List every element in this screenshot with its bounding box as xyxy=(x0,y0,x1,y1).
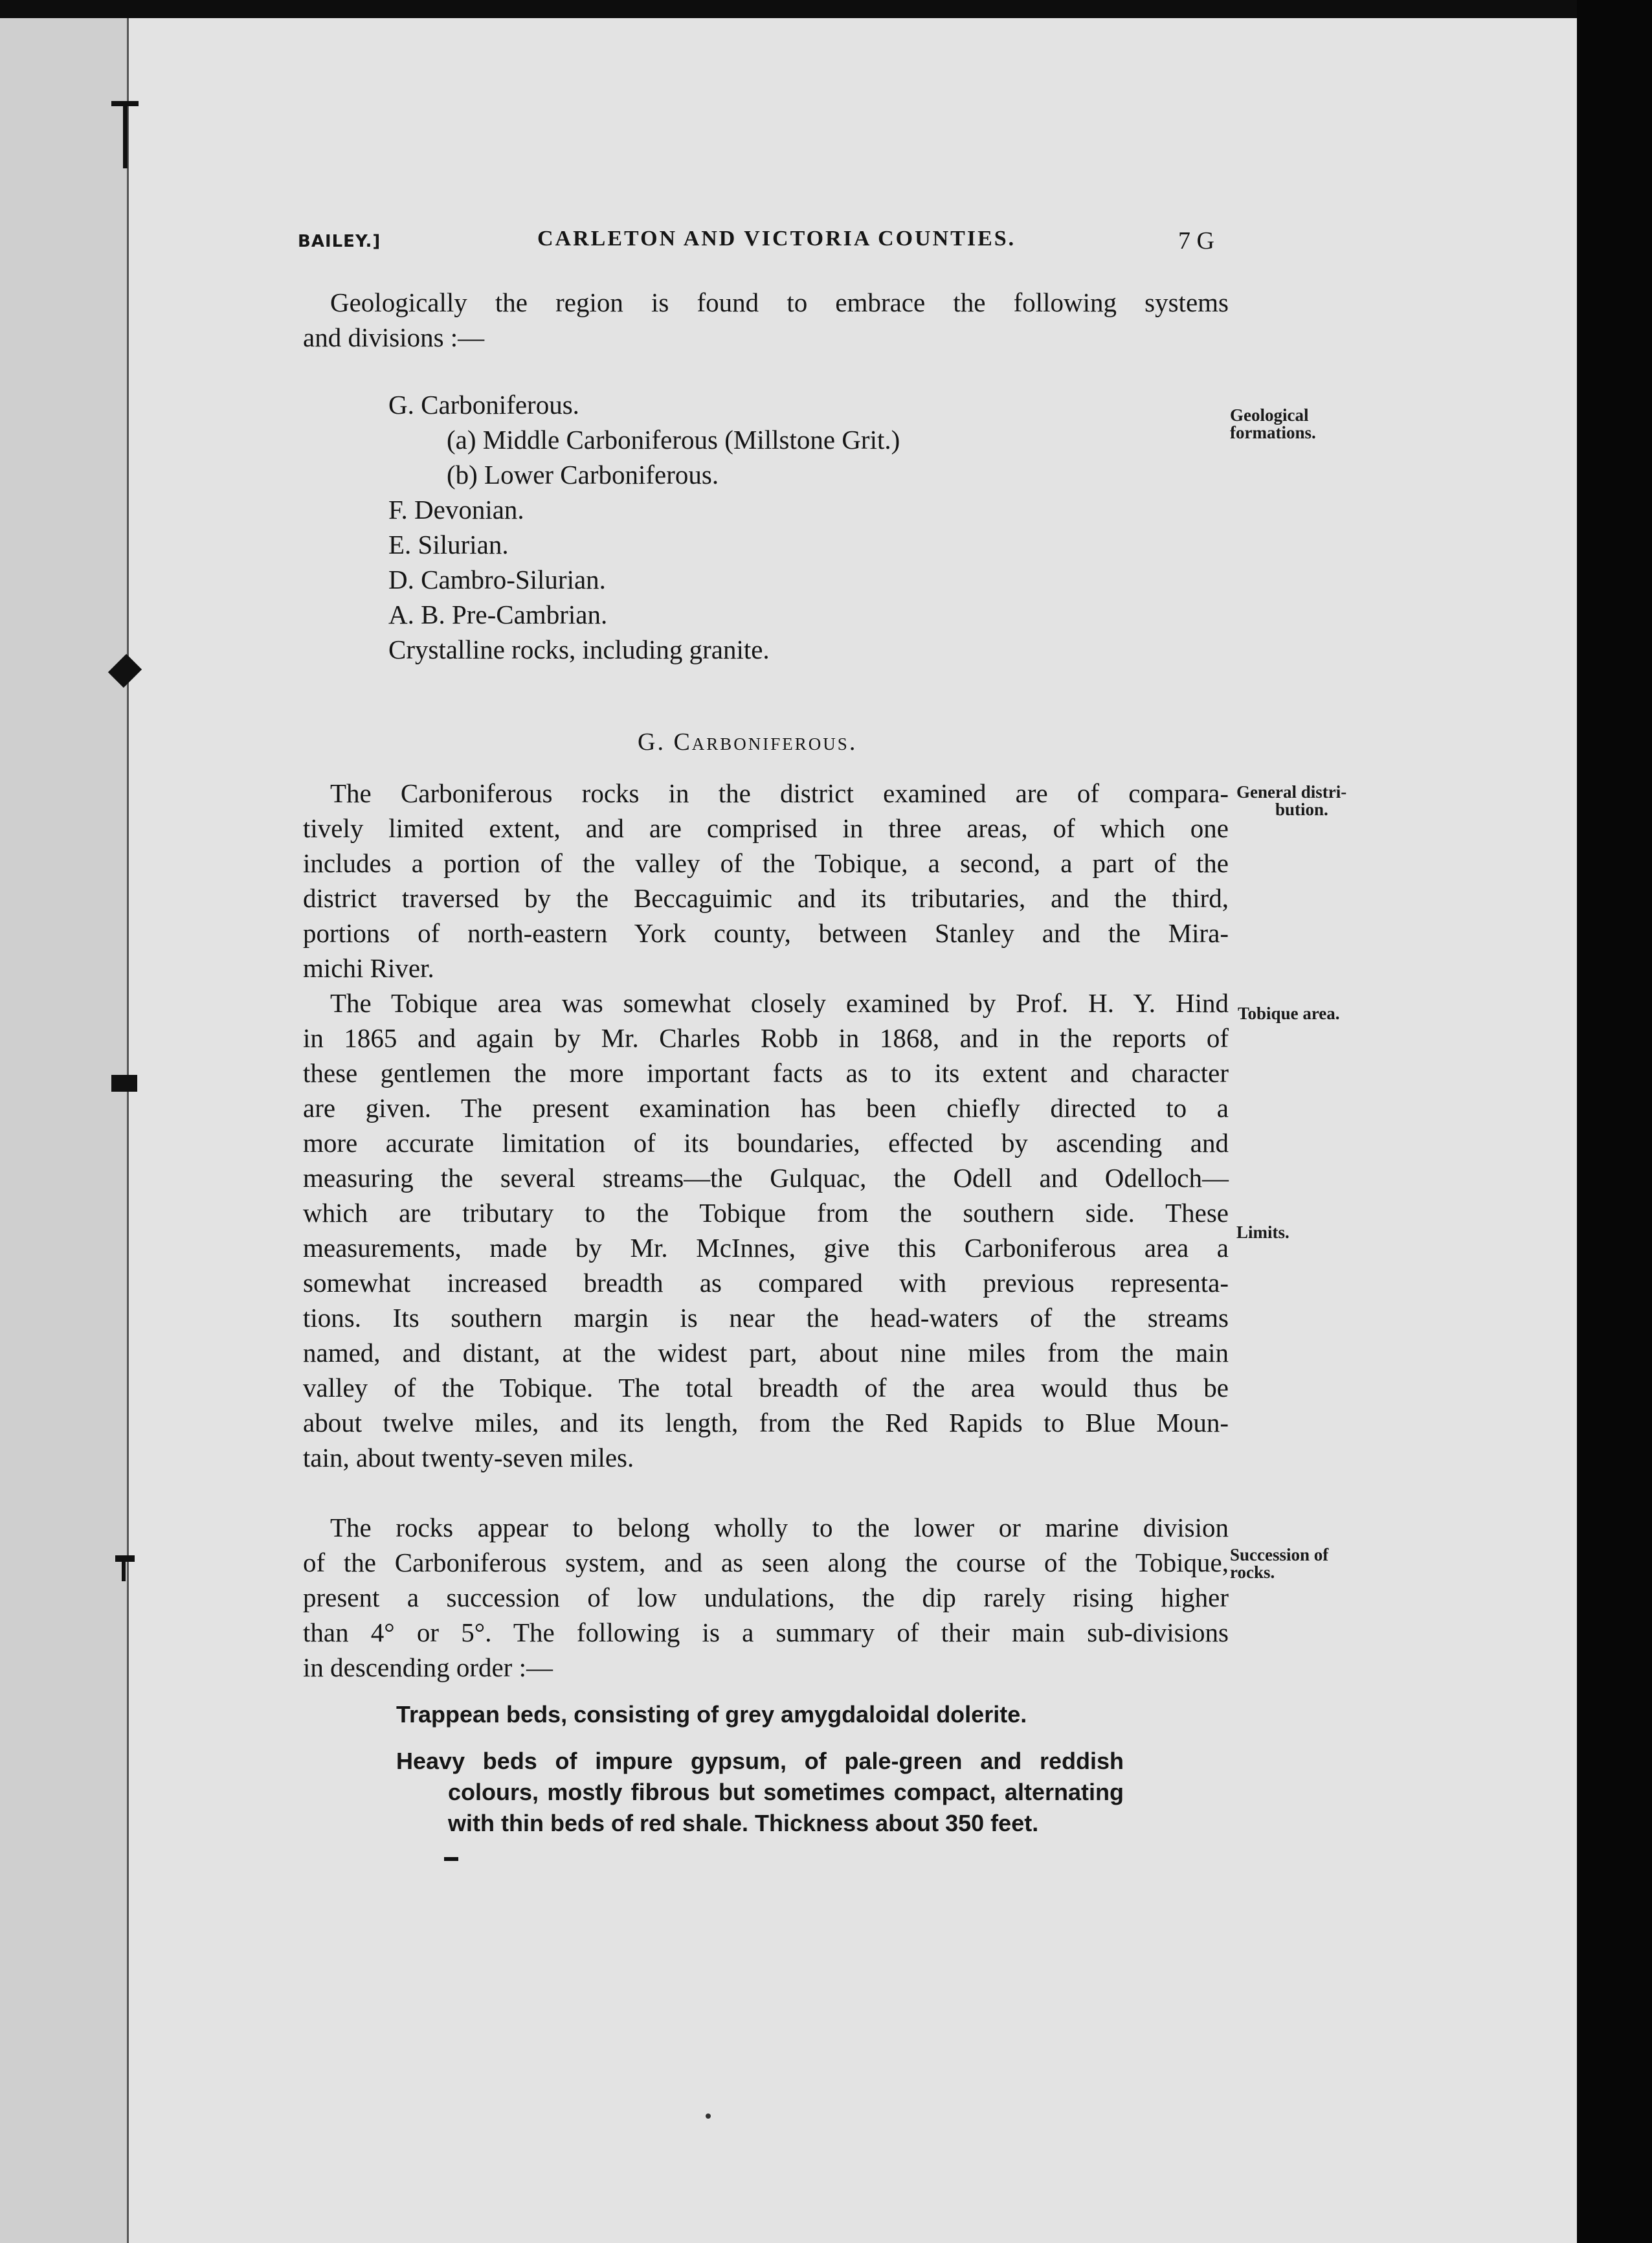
formations-list xyxy=(388,387,900,667)
paragraph-succession xyxy=(303,1510,1229,1685)
list-item: (a) Middle Carboniferous (Millstone Grit.) xyxy=(447,425,900,455)
text-line: measurements, made by Mr. McInnes, give this Carboniferous area a xyxy=(303,1233,1229,1263)
text-line: tain, about twenty-seven miles. xyxy=(303,1443,634,1472)
paragraph-tobique xyxy=(303,986,1229,1475)
text-line: these gentlemen the more important facts as to its extent and character xyxy=(303,1058,1229,1088)
intro-paragraph xyxy=(303,285,1229,355)
gutter-edge xyxy=(127,18,129,2243)
text-line: The rocks appear to belong wholly to the lower or marine division xyxy=(330,1513,1229,1542)
text-line: Geologically the region is found to embrace the following systems xyxy=(330,287,1229,317)
scan-mark xyxy=(444,1857,458,1861)
text-line: in descending order :— xyxy=(303,1652,553,1682)
sidenote-tobique-area xyxy=(1238,1005,1340,1022)
text-line: more accurate limitation of its boundaries, effected by ascending and xyxy=(303,1128,1229,1158)
sidenote-line: Geological xyxy=(1230,405,1309,425)
sidenote-line: formations. xyxy=(1230,423,1316,442)
section-heading: G. Carboniferous. xyxy=(638,728,858,756)
running-header xyxy=(298,227,1236,265)
text-line: present a succession of low undulations, the dip rarely rising higher xyxy=(303,1583,1229,1612)
text-line: tively limited extent, and are comprised in three areas, of which one xyxy=(303,813,1229,843)
text-line: The Carboniferous rocks in the district examined are of compara- xyxy=(330,778,1229,808)
sidenote-line: Limits. xyxy=(1236,1223,1289,1242)
list-item: E. Silurian. xyxy=(388,530,509,559)
page-number: 7 G xyxy=(1178,227,1214,254)
text-line: than 4° or 5°. The following is a summary of their main sub-divisions xyxy=(303,1617,1229,1647)
sidenote-line: bution. xyxy=(1275,800,1328,819)
bed-item xyxy=(396,1746,1124,1839)
text-line: somewhat increased breadth as compared with previous representa- xyxy=(303,1268,1229,1298)
text-line: and divisions :— xyxy=(303,322,485,352)
text-line: tions. Its southern margin is near the head-waters of the streams xyxy=(303,1303,1229,1333)
binding-mark xyxy=(123,104,128,168)
bed-item: Trappean beds, consisting of grey amygdaloidal dolerite. xyxy=(396,1701,1027,1728)
text-line: colours, mostly fibrous but sometimes compact, alternating xyxy=(448,1779,1124,1805)
sidenote-line: Succession of xyxy=(1230,1545,1329,1564)
sidenote-line: General distri- xyxy=(1236,782,1347,802)
list-item: Crystalline rocks, including granite. xyxy=(388,635,770,664)
scan-mark xyxy=(706,2113,711,2119)
binding-mark xyxy=(122,1559,126,1581)
text-line: michi River. xyxy=(303,953,434,983)
text-line: includes a portion of the valley of the Tobique, a second, a part of the xyxy=(303,848,1229,878)
text-line: measuring the several streams—the Gulquac, the Odell and Odelloch— xyxy=(303,1163,1229,1193)
text-line: which are tributary to the Tobique from the southern side. These xyxy=(303,1198,1229,1228)
scanned-page xyxy=(0,18,1577,2243)
text-line: Heavy beds of impure gypsum, of pale-green and reddish xyxy=(396,1748,1124,1774)
sidenote-limits xyxy=(1236,1224,1289,1241)
sidenote-succession-of-rocks xyxy=(1230,1546,1328,1581)
list-item: D. Cambro-Silurian. xyxy=(388,565,606,594)
scan-border xyxy=(1577,0,1652,2243)
text-line: in 1865 and again by Mr. Charles Robb in 1868, and in the reports of xyxy=(303,1023,1229,1053)
text-line: named, and distant, at the widest part, about nine miles from the main xyxy=(303,1338,1229,1368)
text-line: about twelve miles, and its length, from the Red Rapids to Blue Moun- xyxy=(303,1408,1229,1437)
text-line: with thin beds of red shale. Thickness about 350 feet. xyxy=(448,1810,1039,1836)
text-line: district traversed by the Beccaguimic and its tributaries, and the third, xyxy=(303,883,1229,913)
text-line: The Tobique area was somewhat closely examined by Prof. H. Y. Hind xyxy=(330,988,1229,1018)
header-title: CARLETON AND VICTORIA COUNTIES. xyxy=(537,227,1016,251)
sidenote-line: rocks. xyxy=(1230,1562,1275,1582)
page-gutter xyxy=(0,18,127,2243)
list-item: (b) Lower Carboniferous. xyxy=(447,460,719,490)
text-line: are given. The present examination has been chiefly directed to a xyxy=(303,1093,1229,1123)
list-item: A. B. Pre-Cambrian. xyxy=(388,600,608,629)
header-author: BAILEY.] xyxy=(298,232,381,251)
list-item: F. Devonian. xyxy=(388,495,524,524)
sidenote-geological-formations xyxy=(1230,407,1316,442)
sidenote-general-distribution xyxy=(1236,783,1346,818)
list-item: G. Carboniferous. xyxy=(388,390,579,420)
text-line: of the Carboniferous system, and as seen along the course of the Tobique, xyxy=(303,1548,1229,1577)
text-line: portions of north-eastern York county, between Stanley and the Mira- xyxy=(303,918,1229,948)
text-line: valley of the Tobique. The total breadth of the area would thus be xyxy=(303,1373,1229,1403)
binding-mark xyxy=(111,1075,137,1092)
paragraph-general xyxy=(303,776,1229,986)
sidenote-line: Tobique area. xyxy=(1238,1004,1340,1023)
